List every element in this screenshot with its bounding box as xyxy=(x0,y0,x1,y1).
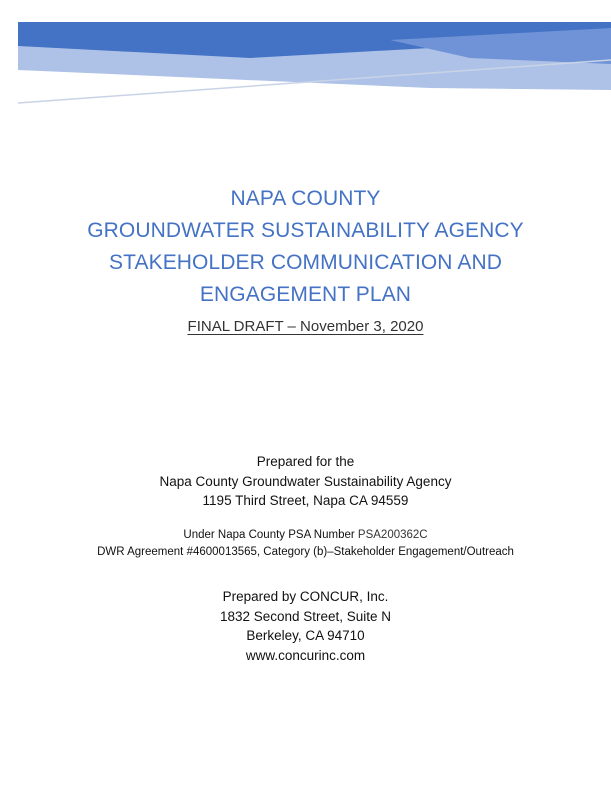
prepared-for-heading: Prepared for the xyxy=(256,454,355,469)
title-line-3: STAKEHOLDER COMMUNICATION AND xyxy=(109,251,502,274)
prepared-by-website[interactable]: www.concurinc.com xyxy=(245,647,366,663)
subtitle-text: FINAL DRAFT – November 3, 2020 xyxy=(187,318,424,335)
psa-number: PSA200362C xyxy=(357,529,428,541)
document-title xyxy=(0,183,611,311)
title-line-1: NAPA COUNTY xyxy=(230,187,381,210)
header-banner xyxy=(0,0,611,110)
prepared-by-heading: Prepared by CONCUR, Inc. xyxy=(222,589,389,604)
prepared-by-street: 1832 Second Street, Suite N xyxy=(219,608,392,624)
prepared-for-address: 1195 Third Street, Napa CA 94559 xyxy=(202,493,409,508)
psa-line xyxy=(0,527,611,544)
psa-label: Under Napa County PSA Number xyxy=(183,529,355,541)
title-line-2: GROUNDWATER SUSTAINABILITY AGENCY xyxy=(87,219,524,242)
prepared-by-block xyxy=(0,587,611,665)
draft-date-subtitle xyxy=(0,318,611,335)
prepared-for-block xyxy=(0,452,611,511)
contract-block xyxy=(0,527,611,561)
prepared-for-agency: Napa County Groundwater Sustainability Agency xyxy=(159,473,452,489)
prepared-by-city: Berkeley, CA 94710 xyxy=(246,628,365,643)
dwr-agreement-line: DWR Agreement #4600013565, Category (b)–Stakeholder Engagement/Outreach xyxy=(97,546,514,558)
title-line-4: ENGAGEMENT PLAN xyxy=(199,283,412,306)
